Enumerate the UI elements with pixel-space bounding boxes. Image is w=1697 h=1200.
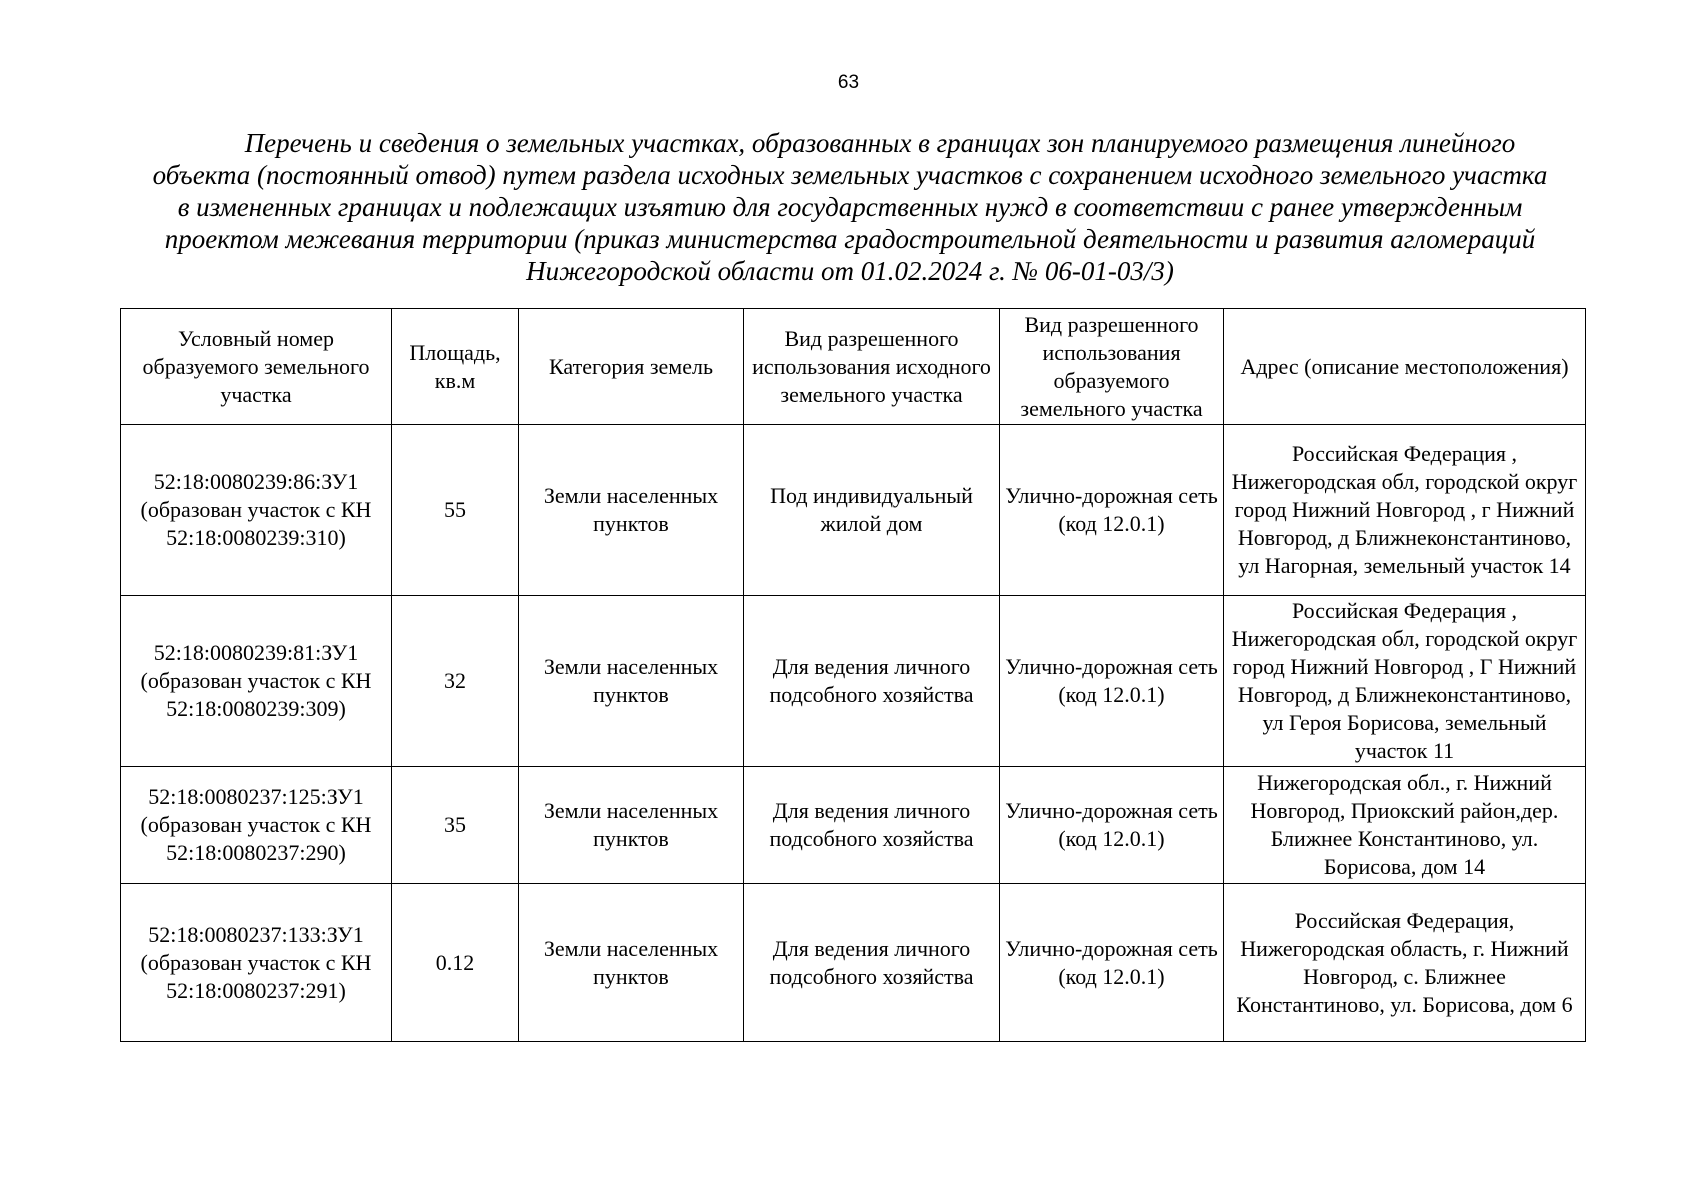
- table-row: [121, 425, 1586, 596]
- cell-source-permitted-use: Под индивидуальный жилой дом: [744, 425, 1000, 596]
- cell-parcel-number: 52:18:0080239:86:ЗУ1 (образован участок с КН 52:18:0080239:310): [121, 425, 392, 596]
- header-row: [121, 309, 1586, 425]
- table-row: [121, 767, 1586, 884]
- cell-area: 55: [392, 425, 519, 596]
- table-row: [121, 596, 1586, 767]
- cell-address: Российская Федерация, Нижегородская область, г. Нижний Новгород, с. Ближнее Константиново, ул. Борисова, дом 6: [1224, 884, 1586, 1042]
- header-land-category: Категория земель: [519, 309, 744, 425]
- page-number: 63: [837, 72, 860, 93]
- table-body: [121, 425, 1586, 1042]
- header-area: Площадь, кв.м: [392, 309, 519, 425]
- cell-address: Российская Федерация , Нижегородская обл, городской округ город Нижний Новгород , Г Нижний Новгород, д Ближнеконстантиново, ул Героя Борисова, земельный участок 11: [1224, 596, 1586, 767]
- header-new-permitted-use: Вид разрешенного использования образуемого земельного участка: [1000, 309, 1224, 425]
- table-row: [121, 884, 1586, 1042]
- cell-source-permitted-use: Для ведения личного подсобного хозяйства: [744, 767, 1000, 884]
- land-parcels-table: [120, 308, 1586, 1042]
- header-parcel-number: Условный номер образуемого земельного участка: [121, 309, 392, 425]
- cell-address: Российская Федерация , Нижегородская обл, городской округ город Нижний Новгород , г Нижний Новгород, д Ближнеконстантиново, ул Нагорная, земельный участок 14: [1224, 425, 1586, 596]
- header-source-permitted-use: Вид разрешенного использования исходного земельного участка: [744, 309, 1000, 425]
- document-title: Перечень и сведения о земельных участках, образованных в границах зон планируемого размещения линейного объекта (постоянный отвод) путем раздела исходных земельных участков с сохранением исходного земельного участка в измененных границах и подлежащих изъятию для государственных нужд в соответствии с ранее утвержденным проектом межевания территории (приказ министерства градостроительной деятельности и развития агломераций Нижегородской области от 01.02.2024 г. № 06-01-03/3): [152, 128, 1548, 286]
- cell-land-category: Земли населенных пунктов: [519, 767, 744, 884]
- cell-land-category: Земли населенных пунктов: [519, 425, 744, 596]
- cell-new-permitted-use: Улично-дорожная сеть (код 12.0.1): [1000, 425, 1224, 596]
- cell-new-permitted-use: Улично-дорожная сеть (код 12.0.1): [1000, 596, 1224, 767]
- cell-parcel-number: 52:18:0080239:81:ЗУ1 (образован участок с КН 52:18:0080239:309): [121, 596, 392, 767]
- cell-land-category: Земли населенных пунктов: [519, 884, 744, 1042]
- cell-area: 35: [392, 767, 519, 884]
- cell-address: Нижегородская обл., г. Нижний Новгород, Приокский район,дер. Ближнее Константиново, ул. Борисова, дом 14: [1224, 767, 1586, 884]
- cell-parcel-number: 52:18:0080237:125:ЗУ1 (образован участок с КН 52:18:0080237:290): [121, 767, 392, 884]
- cell-new-permitted-use: Улично-дорожная сеть (код 12.0.1): [1000, 884, 1224, 1042]
- cell-source-permitted-use: Для ведения личного подсобного хозяйства: [744, 884, 1000, 1042]
- cell-new-permitted-use: Улично-дорожная сеть (код 12.0.1): [1000, 767, 1224, 884]
- cell-area: 0.12: [392, 884, 519, 1042]
- cell-parcel-number: 52:18:0080237:133:ЗУ1 (образован участок с КН 52:18:0080237:291): [121, 884, 392, 1042]
- table-header: [121, 309, 1586, 425]
- cell-source-permitted-use: Для ведения личного подсобного хозяйства: [744, 596, 1000, 767]
- cell-land-category: Земли населенных пунктов: [519, 596, 744, 767]
- header-address: Адрес (описание местоположения): [1224, 309, 1586, 425]
- cell-area: 32: [392, 596, 519, 767]
